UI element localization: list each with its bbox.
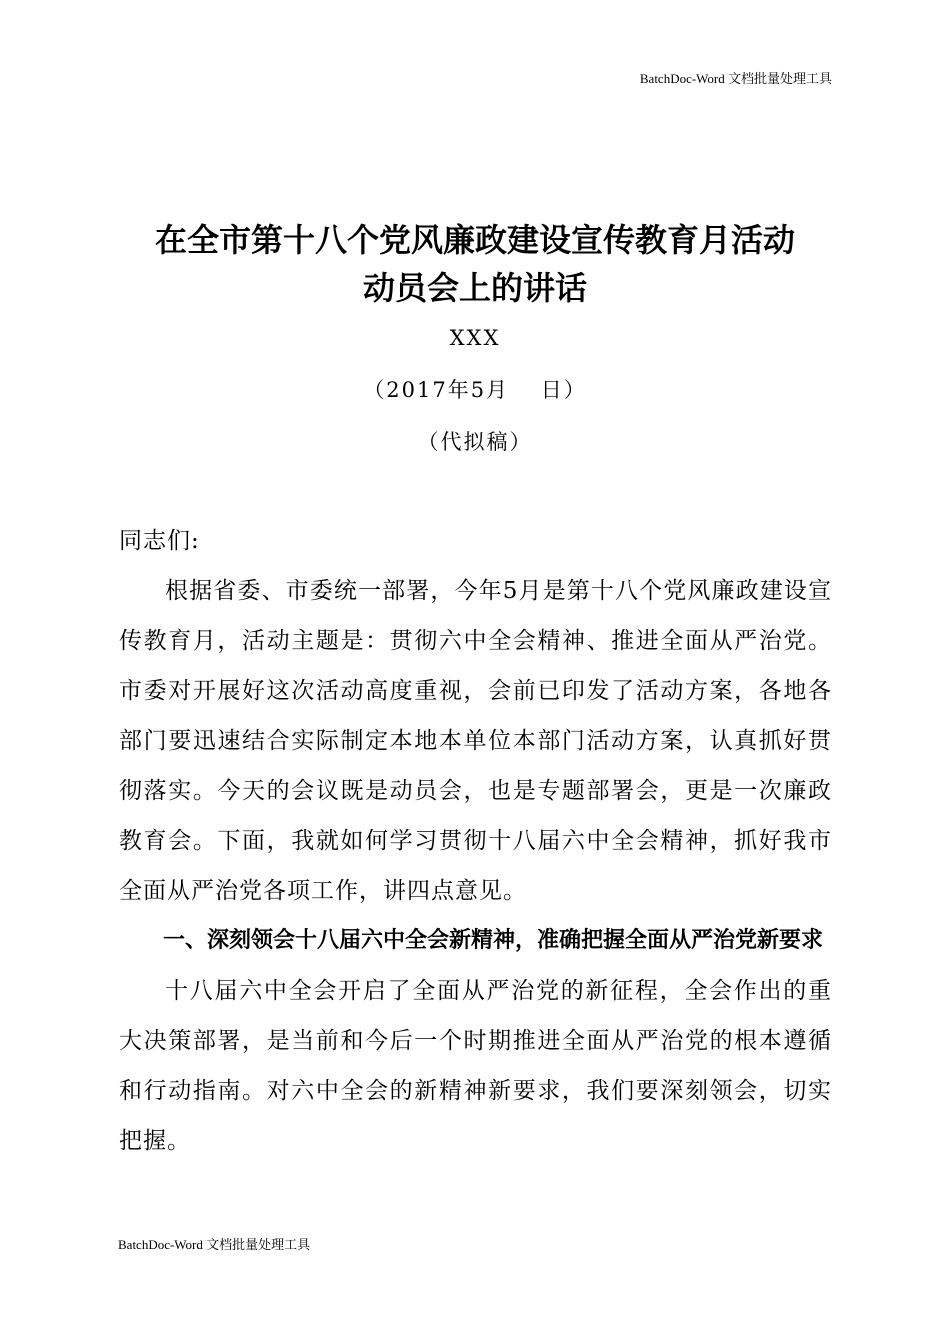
- document-title: [100, 216, 850, 312]
- speech-date: （2017年5月 日）: [363, 378, 587, 402]
- draft-note: （代拟稿）: [417, 430, 533, 454]
- paragraph-section-1: 十八届六中全会开启了全面从严治党的新征程，全会作出的重大决策部署，是当前和今后一个时期推进全面从严治党的根本遵循和行动指南。对六中全会的新精神新要求，我们要深刻领会，切实把握。: [119, 978, 832, 1154]
- document-body: [119, 516, 832, 1166]
- page-footer-note: BatchDoc-Word 文档批量处理工具: [118, 1237, 311, 1252]
- salutation: 同志们:: [119, 528, 200, 554]
- paragraph-intro: 根据省委、市委统一部署，今年5月是第十八个党风廉政建设宣传教育月，活动主题是：贯彻六中全会精神、推进全面从严治党。市委对开展好这次活动高度重视，会前已印发了活动方案，各地各部门要迅速结合实际制定本地本单位本部门活动方案，认真抓好贯彻落实。今天的会议既是动员会，也是专题部署会，更是一次廉政教育会。下面，我就如何学习贯彻十八届六中全会精神，抓好我市全面从严治党各项工作，讲四点意见。: [119, 578, 832, 904]
- page-header-note: BatchDoc-Word 文档批量处理工具: [639, 71, 832, 86]
- title-line-1: 在全市第十八个党风廉政建设宣传教育月活动: [154, 221, 795, 259]
- title-line-2: 动员会上的讲话: [362, 269, 587, 307]
- section-heading-1: 一、深刻领会十八届六中全会新精神，准确把握全面从严治党新要求: [163, 928, 824, 953]
- author: XXX: [449, 326, 501, 350]
